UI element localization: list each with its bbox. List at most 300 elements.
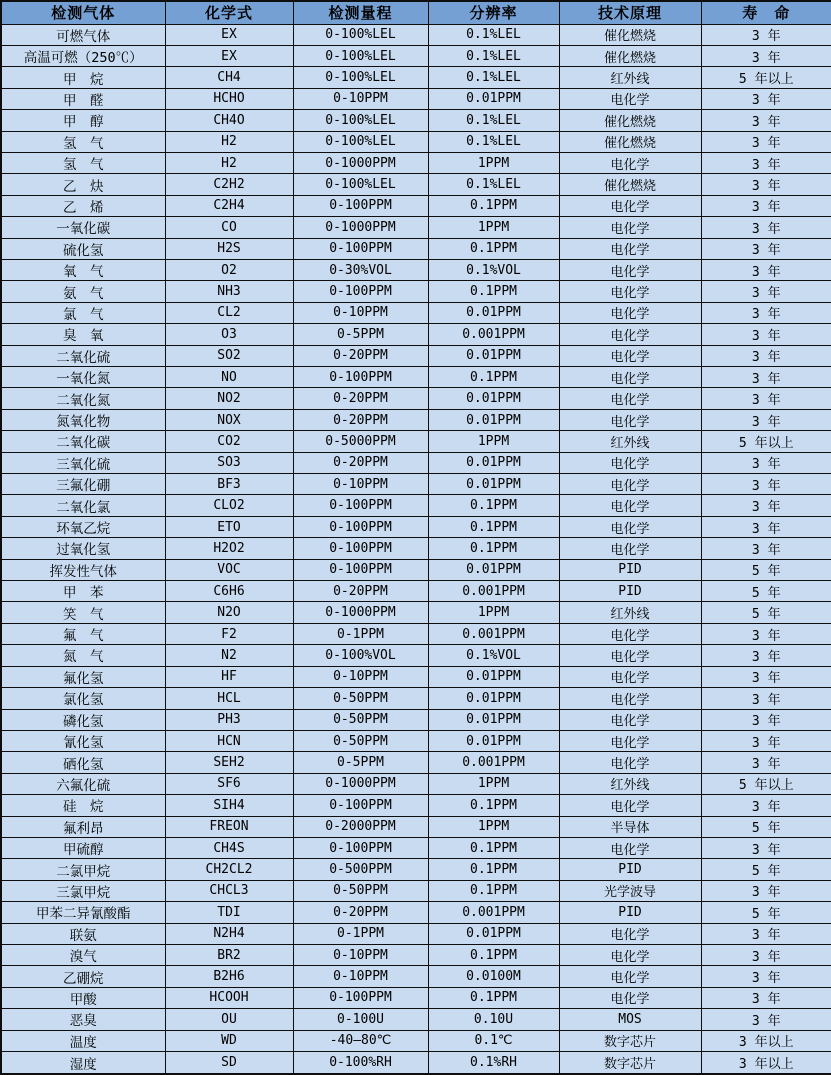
lifespan-cell: 3 年 [701,516,831,537]
formula-cell: BF3 [165,474,293,495]
table-row [1,281,831,302]
gas-name-cell: 氯化氢 [1,688,165,709]
resolution-cell: 0.01PPM [428,88,559,109]
gas-name-cell: 氨 气 [1,281,165,302]
lifespan-cell: 5 年 [701,859,831,880]
range-cell: 0-100PPM [293,538,428,559]
lifespan-cell: 3 年 [701,1009,831,1030]
principle-cell: 电化学 [559,752,701,773]
formula-cell: TDI [165,902,293,923]
gas-name-cell: 二氧化硫 [1,345,165,366]
gas-name-cell: 三氟化硼 [1,474,165,495]
principle-cell: 催化燃烧 [559,131,701,152]
principle-cell: PID [559,902,701,923]
resolution-cell: 0.01PPM [428,474,559,495]
gas-name-cell: 过氧化氢 [1,538,165,559]
formula-cell: HCHO [165,88,293,109]
principle-cell: 电化学 [559,538,701,559]
range-cell: 0-20PPM [293,388,428,409]
gas-name-cell: 环氧乙烷 [1,516,165,537]
lifespan-cell: 3 年 [701,238,831,259]
resolution-cell: 0.1PPM [428,367,559,388]
gas-name-cell: 氯 气 [1,302,165,323]
principle-cell: 电化学 [559,259,701,280]
resolution-cell: 0.01PPM [428,345,559,366]
gas-name-cell: 二氧化氮 [1,388,165,409]
resolution-cell: 0.1PPM [428,238,559,259]
resolution-cell: 1PPM [428,431,559,452]
table-row [1,452,831,473]
range-cell: 0-1000PPM [293,217,428,238]
formula-cell: CHCL3 [165,880,293,901]
lifespan-cell: 3 年 [701,730,831,751]
principle-cell: 数字芯片 [559,1052,701,1075]
table-row [1,837,831,858]
range-cell: 0-10PPM [293,944,428,965]
table-row [1,238,831,259]
gas-name-cell: 氮氧化物 [1,409,165,430]
principle-cell: PID [559,581,701,602]
formula-cell: NOX [165,409,293,430]
lifespan-cell: 5 年以上 [701,67,831,88]
principle-cell: 电化学 [559,388,701,409]
lifespan-cell: 5 年以上 [701,773,831,794]
table-row [1,859,831,880]
range-cell: 0-1000PPM [293,773,428,794]
lifespan-cell: 3 年 [701,324,831,345]
resolution-cell: 0.1%LEL [428,174,559,195]
gas-name-cell: 乙 烯 [1,195,165,216]
lifespan-cell: 3 年 [701,367,831,388]
range-cell: 0-10PPM [293,666,428,687]
resolution-cell: 0.1%VOL [428,645,559,666]
table-row [1,666,831,687]
lifespan-cell: 3 年 [701,281,831,302]
range-cell: 0-100%LEL [293,24,428,45]
lifespan-cell: 3 年 [701,88,831,109]
principle-cell: 电化学 [559,281,701,302]
lifespan-cell: 3 年 [701,259,831,280]
formula-cell: N2O [165,602,293,623]
formula-cell: O3 [165,324,293,345]
gas-name-cell: 甲酸 [1,987,165,1008]
table-row [1,880,831,901]
lifespan-cell: 3 年 [701,217,831,238]
table-row [1,495,831,516]
range-cell: 0-500PPM [293,859,428,880]
formula-cell: C2H2 [165,174,293,195]
table-row [1,581,831,602]
principle-cell: 电化学 [559,495,701,516]
range-cell: 0-100PPM [293,281,428,302]
lifespan-cell: 3 年 [701,302,831,323]
lifespan-cell: 3 年 [701,110,831,131]
formula-cell: EX [165,24,293,45]
principle-cell: PID [559,859,701,880]
resolution-cell: 0.01PPM [428,388,559,409]
table-row [1,516,831,537]
gas-name-cell: 甲 烷 [1,67,165,88]
formula-cell: F2 [165,623,293,644]
resolution-cell: 0.10U [428,1009,559,1030]
formula-cell: NO [165,367,293,388]
formula-cell: CH4O [165,110,293,131]
table-row [1,709,831,730]
formula-cell: SEH2 [165,752,293,773]
range-cell: 0-100%LEL [293,131,428,152]
gas-name-cell: 湿度 [1,1052,165,1075]
formula-cell: OU [165,1009,293,1030]
principle-cell: 电化学 [559,345,701,366]
resolution-cell: 1PPM [428,602,559,623]
lifespan-cell: 3 年 [701,45,831,66]
principle-cell: 催化燃烧 [559,110,701,131]
principle-cell: 电化学 [559,152,701,173]
formula-cell: H2O2 [165,538,293,559]
range-cell: 0-100%LEL [293,110,428,131]
resolution-cell: 0.1PPM [428,859,559,880]
formula-cell: N2 [165,645,293,666]
table-row [1,1030,831,1051]
resolution-cell: 0.01PPM [428,688,559,709]
formula-cell: CO [165,217,293,238]
lifespan-cell: 3 年 [701,345,831,366]
table-row [1,195,831,216]
range-cell: 0-100%RH [293,1052,428,1075]
range-cell: 0-1PPM [293,923,428,944]
principle-cell: 电化学 [559,324,701,345]
range-cell: 0-50PPM [293,688,428,709]
principle-cell: 催化燃烧 [559,174,701,195]
range-cell: 0-100PPM [293,837,428,858]
gas-name-cell: 乙硼烷 [1,966,165,987]
formula-cell: EX [165,45,293,66]
resolution-cell: 0.01PPM [428,409,559,430]
gas-name-cell: 氟化氢 [1,666,165,687]
gas-name-cell: 氮 气 [1,645,165,666]
gas-name-cell: 甲 醛 [1,88,165,109]
gas-name-cell: 氧 气 [1,259,165,280]
table-row [1,174,831,195]
principle-cell: 催化燃烧 [559,45,701,66]
gas-name-cell: 氟利昂 [1,816,165,837]
formula-cell: H2S [165,238,293,259]
resolution-cell: 0.001PPM [428,623,559,644]
lifespan-cell: 3 年 [701,409,831,430]
resolution-cell: 0.1%LEL [428,67,559,88]
formula-cell: SF6 [165,773,293,794]
table-row [1,623,831,644]
resolution-cell: 0.1PPM [428,837,559,858]
resolution-cell: 0.1PPM [428,495,559,516]
range-cell: 0-100PPM [293,195,428,216]
range-cell: 0-5000PPM [293,431,428,452]
table-row [1,902,831,923]
range-cell: 0-1000PPM [293,152,428,173]
principle-cell: 电化学 [559,730,701,751]
gas-name-cell: 氢 气 [1,152,165,173]
formula-cell: BR2 [165,944,293,965]
range-cell: 0-100PPM [293,987,428,1008]
gas-name-cell: 甲 醇 [1,110,165,131]
table-row [1,367,831,388]
lifespan-cell: 3 年 [701,923,831,944]
range-cell: 0-1PPM [293,623,428,644]
resolution-cell: 0.01PPM [428,730,559,751]
range-cell: 0-5PPM [293,752,428,773]
range-cell: 0-100%LEL [293,45,428,66]
resolution-cell: 0.1%LEL [428,131,559,152]
table-row [1,1052,831,1075]
formula-cell: N2H4 [165,923,293,944]
formula-cell: H2 [165,131,293,152]
formula-cell: O2 [165,259,293,280]
range-cell: 0-50PPM [293,880,428,901]
table-row [1,67,831,88]
resolution-cell: 0.001PPM [428,581,559,602]
formula-cell: CH2CL2 [165,859,293,880]
resolution-cell: 0.01PPM [428,666,559,687]
resolution-cell: 0.1PPM [428,987,559,1008]
formula-cell: C2H4 [165,195,293,216]
range-cell: 0-100PPM [293,238,428,259]
formula-cell: SD [165,1052,293,1075]
range-cell: 0-100%LEL [293,67,428,88]
table-row [1,24,831,45]
principle-cell: 红外线 [559,602,701,623]
gas-name-cell: 笑 气 [1,602,165,623]
table-row [1,217,831,238]
table-row [1,538,831,559]
table-row [1,559,831,580]
formula-cell: HCOOH [165,987,293,1008]
gas-name-cell: 挥发性气体 [1,559,165,580]
gas-name-cell: 二氯甲烷 [1,859,165,880]
resolution-cell: 0.1℃ [428,1030,559,1051]
range-cell: 0-100U [293,1009,428,1030]
formula-cell: CL2 [165,302,293,323]
resolution-cell: 0.001PPM [428,324,559,345]
resolution-cell: 0.1PPM [428,516,559,537]
gas-name-cell: 甲硫醇 [1,837,165,858]
principle-cell: 电化学 [559,452,701,473]
lifespan-cell: 3 年 [701,538,831,559]
gas-name-cell: 一氧化碳 [1,217,165,238]
table-row [1,773,831,794]
range-cell: 0-20PPM [293,345,428,366]
gas-name-cell: 甲苯二异氰酸酯 [1,902,165,923]
range-cell: 0-100PPM [293,559,428,580]
table-row [1,88,831,109]
formula-cell: SO2 [165,345,293,366]
resolution-cell: 0.1PPM [428,538,559,559]
formula-cell: HCL [165,688,293,709]
table-row [1,688,831,709]
table-row [1,752,831,773]
formula-cell: SO3 [165,452,293,473]
range-cell: 0-20PPM [293,581,428,602]
range-cell: 0-100PPM [293,795,428,816]
principle-cell: 电化学 [559,409,701,430]
principle-cell: 红外线 [559,431,701,452]
formula-cell: SIH4 [165,795,293,816]
gas-name-cell: 硫化氢 [1,238,165,259]
gas-name-cell: 二氧化氯 [1,495,165,516]
range-cell: 0-10PPM [293,474,428,495]
resolution-cell: 0.001PPM [428,752,559,773]
gas-name-cell: 高温可燃（250℃） [1,45,165,66]
table-row [1,302,831,323]
table-row [1,602,831,623]
principle-cell: 电化学 [559,516,701,537]
principle-cell: 电化学 [559,923,701,944]
formula-cell: CH4 [165,67,293,88]
column-header-0: 检测气体 [1,1,165,24]
column-header-5: 寿 命 [701,1,831,24]
resolution-cell: 0.0100M [428,966,559,987]
principle-cell: 电化学 [559,666,701,687]
principle-cell: 电化学 [559,217,701,238]
principle-cell: 电化学 [559,302,701,323]
principle-cell: 电化学 [559,795,701,816]
lifespan-cell: 5 年 [701,559,831,580]
formula-cell: WD [165,1030,293,1051]
table-row [1,966,831,987]
resolution-cell: 0.1PPM [428,880,559,901]
resolution-cell: 0.01PPM [428,709,559,730]
gas-name-cell: 温度 [1,1030,165,1051]
range-cell: 0-5PPM [293,324,428,345]
resolution-cell: 0.1%VOL [428,259,559,280]
table-row [1,110,831,131]
gas-name-cell: 可燃气体 [1,24,165,45]
range-cell: 0-50PPM [293,709,428,730]
resolution-cell: 1PPM [428,816,559,837]
table-row [1,259,831,280]
resolution-cell: 0.1%LEL [428,45,559,66]
formula-cell: CO2 [165,431,293,452]
table-row [1,409,831,430]
lifespan-cell: 5 年 [701,902,831,923]
gas-name-cell: 六氟化硫 [1,773,165,794]
resolution-cell: 0.001PPM [428,902,559,923]
column-header-2: 检测量程 [293,1,428,24]
gas-name-cell: 溴气 [1,944,165,965]
table-row [1,131,831,152]
gas-name-cell: 乙 炔 [1,174,165,195]
column-header-3: 分辨率 [428,1,559,24]
gas-name-cell: 恶臭 [1,1009,165,1030]
lifespan-cell: 3 年 [701,666,831,687]
range-cell: 0-10PPM [293,88,428,109]
range-cell: 0-10PPM [293,966,428,987]
principle-cell: 红外线 [559,67,701,88]
range-cell: 0-10PPM [293,302,428,323]
lifespan-cell: 3 年 [701,795,831,816]
table-row [1,987,831,1008]
lifespan-cell: 3 年 [701,174,831,195]
formula-cell: HCN [165,730,293,751]
range-cell: -40—80℃ [293,1030,428,1051]
gas-name-cell: 氰化氢 [1,730,165,751]
principle-cell: 电化学 [559,645,701,666]
principle-cell: 催化燃烧 [559,24,701,45]
principle-cell: 光学波导 [559,880,701,901]
formula-cell: VOC [165,559,293,580]
range-cell: 0-20PPM [293,452,428,473]
table-row [1,152,831,173]
gas-name-cell: 一氧化氮 [1,367,165,388]
principle-cell: 电化学 [559,238,701,259]
range-cell: 0-20PPM [293,409,428,430]
principle-cell: 电化学 [559,688,701,709]
lifespan-cell: 5 年以上 [701,431,831,452]
gas-name-cell: 甲 苯 [1,581,165,602]
resolution-cell: 1PPM [428,773,559,794]
resolution-cell: 0.1%RH [428,1052,559,1075]
principle-cell: 电化学 [559,966,701,987]
formula-cell: FREON [165,816,293,837]
table-row [1,474,831,495]
resolution-cell: 0.1PPM [428,195,559,216]
principle-cell: 电化学 [559,195,701,216]
range-cell: 0-50PPM [293,730,428,751]
resolution-cell: 0.1%LEL [428,110,559,131]
lifespan-cell: 5 年 [701,816,831,837]
formula-cell: NH3 [165,281,293,302]
principle-cell: PID [559,559,701,580]
lifespan-cell: 3 年 [701,474,831,495]
formula-cell: C6H6 [165,581,293,602]
range-cell: 0-100%LEL [293,174,428,195]
gas-name-cell: 硒化氢 [1,752,165,773]
table-row [1,431,831,452]
lifespan-cell: 3 年 [701,388,831,409]
gas-name-cell: 二氧化碳 [1,431,165,452]
gas-name-cell: 三氧化硫 [1,452,165,473]
lifespan-cell: 3 年以上 [701,1030,831,1051]
lifespan-cell: 3 年 [701,752,831,773]
table-row [1,944,831,965]
lifespan-cell: 3 年 [701,152,831,173]
lifespan-cell: 3 年 [701,452,831,473]
resolution-cell: 0.1PPM [428,944,559,965]
resolution-cell: 0.1PPM [428,795,559,816]
principle-cell: 数字芯片 [559,1030,701,1051]
principle-cell: 电化学 [559,88,701,109]
gas-name-cell: 氟 气 [1,623,165,644]
formula-cell: NO2 [165,388,293,409]
lifespan-cell: 3 年 [701,495,831,516]
lifespan-cell: 3 年 [701,623,831,644]
lifespan-cell: 3 年 [701,195,831,216]
principle-cell: 电化学 [559,367,701,388]
formula-cell: CH4S [165,837,293,858]
gas-name-cell: 硅 烷 [1,795,165,816]
formula-cell: B2H6 [165,966,293,987]
table-row [1,730,831,751]
principle-cell: 半导体 [559,816,701,837]
gas-name-cell: 三氯甲烷 [1,880,165,901]
formula-cell: H2 [165,152,293,173]
lifespan-cell: 3 年 [701,837,831,858]
lifespan-cell: 3 年以上 [701,1052,831,1075]
resolution-cell: 0.01PPM [428,923,559,944]
gas-name-cell: 氢 气 [1,131,165,152]
principle-cell: 电化学 [559,474,701,495]
resolution-cell: 1PPM [428,152,559,173]
resolution-cell: 0.1PPM [428,281,559,302]
